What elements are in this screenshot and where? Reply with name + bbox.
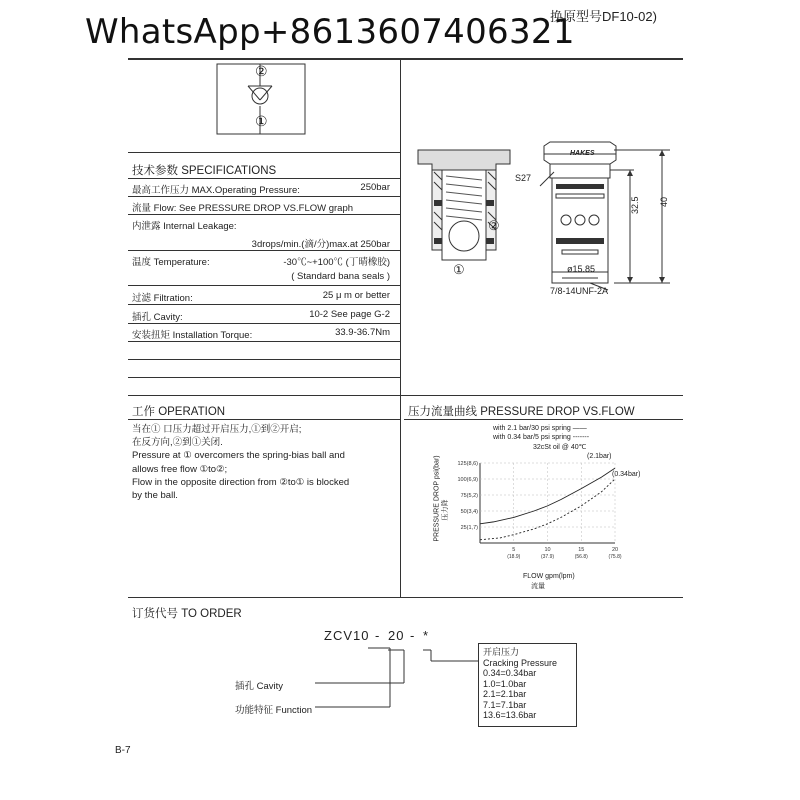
operation-description <box>132 423 397 502</box>
function-legend: 功能特征 Function <box>235 705 313 716</box>
legend-0-34bar: with 0.34 bar/5 psi spring ------- <box>493 434 590 441</box>
symbol-port-2: ② <box>255 63 268 79</box>
x-tick-sublabel: (37.9) <box>540 554 555 560</box>
top-rule <box>128 58 683 60</box>
spec-value: 250bar <box>360 182 390 193</box>
operation-line: allows free flow ①to②; <box>132 463 228 475</box>
x-tick-sublabel: (56.8) <box>574 554 588 560</box>
hakes-brand: HAKES <box>570 150 595 157</box>
spec-rule <box>128 250 400 251</box>
oil-note: 32cSt oil @ 40℃ <box>533 444 587 451</box>
cracking-title-cn: 开启压力 <box>483 647 520 657</box>
cracking-option: 0.34=0.34bar <box>483 668 537 678</box>
spec-value: 25 μ m or better <box>322 290 390 301</box>
spec-value: ( Standard bana seals ) <box>291 271 390 282</box>
symbol-rule <box>128 152 400 153</box>
cavity-legend: 插孔 Cavity <box>235 681 284 692</box>
symbol-port-1: ① <box>255 113 268 129</box>
section-port-1: ① <box>453 262 465 277</box>
operation-line: by the ball. <box>132 490 178 502</box>
operation-line: Pressure at ① overcomers the spring-bias ball and <box>132 450 345 462</box>
center-divider <box>400 58 401 598</box>
hex-size-label: S27 <box>515 173 532 183</box>
graph-title-rule <box>404 419 683 420</box>
dim-40: 40 <box>659 196 669 207</box>
curve-label-0-34bar: (0.34bar) <box>612 471 641 478</box>
cracking-option: 1.0=1.0bar <box>483 678 527 689</box>
spec-rule <box>128 377 400 378</box>
spec-rule <box>128 341 400 342</box>
y-tick-label: 50(3,4) <box>460 509 478 515</box>
y-tick-label: 100(6,9) <box>457 477 478 483</box>
cartridge-outline-drawing <box>530 140 680 300</box>
pressure-flow-chart <box>448 455 628 570</box>
y-tick-label: 25(1,7) <box>460 525 478 531</box>
operation-line: 在反方向,②到①关闭. <box>132 437 223 449</box>
diameter-label: ø15.85 <box>567 264 596 274</box>
order-dash-2: - <box>410 628 416 643</box>
operation-title: 工作 OPERATION <box>132 406 226 418</box>
legend-2-1bar: with 2.1 bar/30 psi spring —— <box>493 425 587 432</box>
order-model: ZCV10 <box>324 628 370 643</box>
xlabel-cn: 流量 <box>531 583 545 590</box>
xlabel: FLOW gpm(lpm) <box>523 573 575 580</box>
operation-rule <box>128 419 400 420</box>
x-tick-sublabel: (75.8) <box>608 554 622 560</box>
order-option: * <box>423 628 430 643</box>
replace-model-note: 换原型号DF10-02) <box>550 9 657 24</box>
whatsapp-watermark: WhatsApp+8613607406321 <box>85 12 575 52</box>
cracking-option: 13.6=13.6bar <box>483 710 537 720</box>
x-tick-label: 10 <box>544 547 551 553</box>
spec-rule <box>128 359 400 360</box>
x-tick-label: 5 <box>512 547 516 553</box>
specs-title: 技术参数 SPECIFICATIONS <box>132 165 277 177</box>
bottom-rule <box>128 597 683 598</box>
cracking-option: 7.1=7.1bar <box>483 699 527 710</box>
thread-label: 7/8-14UNF-2A <box>550 286 609 296</box>
spec-label: 温度 Temperature: <box>132 257 210 268</box>
spec-rule <box>128 304 400 305</box>
operation-line: 当在① 口压力超过开启压力,①到②开启; <box>132 424 302 435</box>
spec-label: 内泄露 Internal Leakage: <box>132 221 237 232</box>
y-tick-label: 125(8,6) <box>457 461 478 467</box>
spec-value: 3drops/min.(滴/分)max.at 250bar <box>251 239 390 250</box>
spec-rule <box>128 196 400 197</box>
spec-label: 最高工作压力 MAX.Operating Pressure: <box>132 185 300 196</box>
cracking-pressure-box <box>478 643 577 727</box>
spec-value: 10-2 See page G-2 <box>309 309 390 320</box>
spec-rule <box>128 285 400 286</box>
ylabel: PRESSURE DROP psi(bar) <box>433 455 441 542</box>
spec-rule <box>128 214 400 215</box>
y-tick-label: 75(5,2) <box>460 493 478 499</box>
ylabel-cn: 压力降 <box>442 499 449 521</box>
curve-label-2-1bar: (2.1bar) <box>587 453 612 460</box>
order-cavity-code: 20 <box>388 628 405 643</box>
section-port-2: ② <box>488 218 500 233</box>
x-tick-sublabel: (18.9) <box>507 554 521 560</box>
spec-label: 安装扭矩 Installation Torque: <box>132 330 253 341</box>
spec-value: 33.9-36.7Nm <box>335 327 390 338</box>
cracking-title-en: Cracking Pressure <box>483 657 558 668</box>
spec-value: -30℃~+100℃ (丁晴橡胶) <box>283 257 390 268</box>
order-leader-lines <box>290 645 490 720</box>
page-number: B-7 <box>115 745 131 756</box>
graph-title: 压力流量曲线 PRESSURE DROP VS.FLOW <box>408 406 635 418</box>
operation-line: Flow in the opposite direction from ②to① is blocked <box>132 476 350 488</box>
mid-rule <box>128 395 683 396</box>
x-tick-label: 15 <box>578 547 585 553</box>
dim-32-5: 32.5 <box>630 196 640 214</box>
order-title: 订货代号 TO ORDER <box>132 608 242 620</box>
spec-label: 过滤 Filtration: <box>132 293 193 304</box>
spec-rule <box>128 323 400 324</box>
cracking-option: 2.1=2.1bar <box>483 689 527 699</box>
spec-label: 流量 Flow: See PRESSURE DROP VS.FLOW graph <box>132 203 354 214</box>
x-tick-label: 20 <box>611 547 619 553</box>
order-dash-1: - <box>375 628 381 643</box>
spec-label: 插孔 Cavity: <box>132 312 183 323</box>
specs-title-rule <box>128 178 400 179</box>
